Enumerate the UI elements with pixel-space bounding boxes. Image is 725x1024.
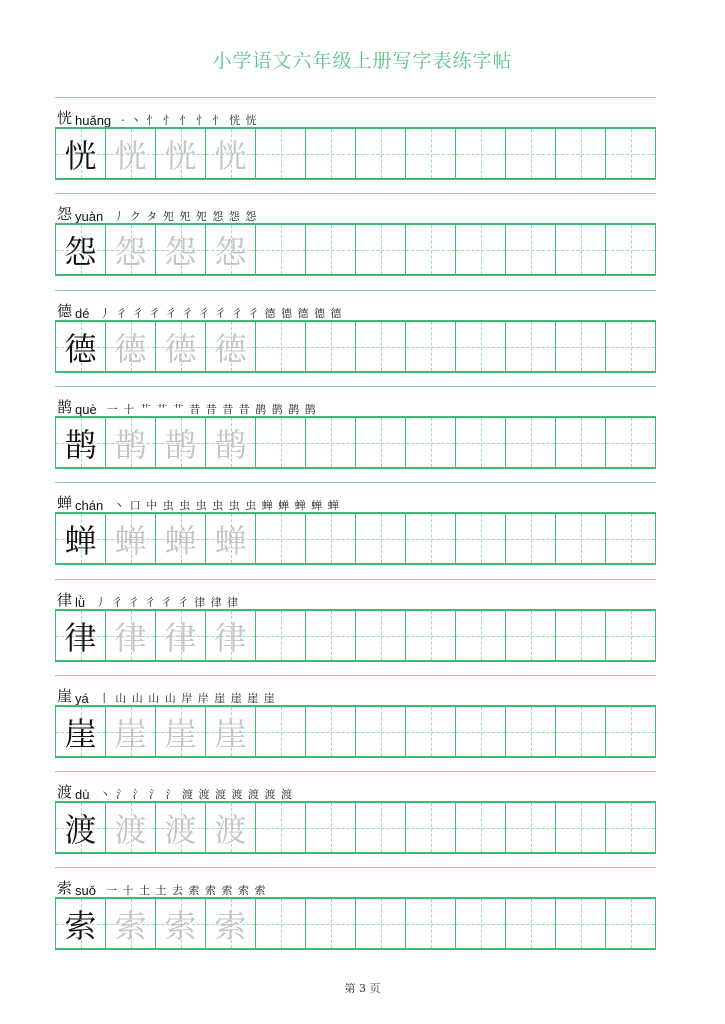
grid-cell [256, 129, 306, 178]
stroke-order: 一 十 土 土 去 索 索 索 索 索 [105, 884, 267, 897]
trace-character: 恍 [214, 136, 247, 175]
grid-cell [56, 129, 106, 178]
pinyin-label: què [75, 402, 97, 417]
character-info [57, 780, 293, 802]
row-divider [55, 193, 656, 194]
grid-cell [556, 611, 606, 660]
grid-cell [506, 322, 556, 371]
grid-cell [456, 899, 506, 948]
row-divider [55, 386, 656, 387]
grid-cell [306, 322, 356, 371]
grid-cell [156, 322, 206, 371]
grid-cell [206, 418, 256, 467]
trace-character: 蝉 [164, 521, 197, 560]
trace-character: 鹊 [114, 425, 147, 464]
pinyin-label: suǒ [75, 883, 96, 898]
stroke-order: 丿 彳 彳 彳 彳 彳 律 律 律 [95, 596, 240, 609]
trace-character: 索 [164, 906, 197, 945]
writing-grid [55, 512, 656, 565]
grid-cell [506, 225, 556, 274]
grid-cell [606, 514, 655, 563]
grid-cell [156, 899, 206, 948]
trace-character: 崖 [164, 714, 197, 753]
character-label: 蝉 [57, 494, 73, 512]
model-character: 索 [64, 906, 97, 945]
grid-cell [56, 707, 106, 756]
grid-cell [506, 611, 556, 660]
row-divider [55, 675, 656, 676]
grid-cell [356, 611, 406, 660]
grid-cell [106, 707, 156, 756]
stroke-order: 一 十 艹 艹 艹 昔 昔 昔 昔 鹊 鹊 鹊 鹊 [106, 403, 317, 416]
stroke-order: 丶 氵 氵 氵 氵 渡 渡 渡 渡 渡 渡 渡 [99, 788, 293, 801]
grid-cell [556, 514, 606, 563]
grid-cell [406, 611, 456, 660]
grid-cell [356, 129, 406, 178]
grid-cell [606, 899, 655, 948]
trace-character: 索 [114, 906, 147, 945]
stroke-order: 丿 彳 彳 彳 彳 彳 彳 彳 彳 彳 德 德 德 德 德 [99, 307, 343, 320]
grid-cell [406, 514, 456, 563]
writing-grid [55, 127, 656, 180]
character-info [57, 395, 317, 417]
grid-cell [106, 899, 156, 948]
grid-cell [106, 129, 156, 178]
grid-cell [356, 899, 406, 948]
trace-character: 渡 [114, 810, 147, 849]
stroke-order: 丿 ク タ 夗 夗 夗 怨 怨 怨 [113, 210, 258, 223]
character-label: 崖 [57, 687, 73, 705]
trace-character: 律 [214, 618, 247, 657]
character-label: 鹊 [57, 398, 73, 416]
grid-cell [206, 707, 256, 756]
trace-character: 渡 [164, 810, 197, 849]
grid-cell [306, 225, 356, 274]
trace-character: 怨 [214, 232, 247, 271]
model-character: 德 [64, 329, 97, 368]
writing-grid [55, 705, 656, 758]
model-character: 怨 [64, 232, 97, 271]
grid-cell [406, 803, 456, 852]
grid-cell [206, 129, 256, 178]
row-divider [55, 771, 656, 772]
grid-cell [256, 611, 306, 660]
grid-cell [256, 707, 306, 756]
trace-character: 鹊 [164, 425, 197, 464]
grid-cell [456, 322, 506, 371]
grid-cell [206, 514, 256, 563]
grid-cell [156, 707, 206, 756]
trace-character: 律 [164, 618, 197, 657]
character-info [57, 876, 266, 898]
grid-cell [306, 899, 356, 948]
grid-cell [106, 322, 156, 371]
grid-cell [506, 514, 556, 563]
trace-character: 德 [114, 329, 147, 368]
grid-cell [506, 707, 556, 756]
writing-grid [55, 801, 656, 854]
trace-character: 鹊 [214, 425, 247, 464]
stroke-order: · 丶 忄 忄 忄 忄 忄 恍 恍 [121, 114, 258, 127]
model-character: 崖 [64, 714, 97, 753]
grid-cell [256, 322, 306, 371]
character-label: 德 [57, 302, 73, 320]
grid-cell [406, 322, 456, 371]
trace-character: 律 [114, 618, 147, 657]
grid-cell [606, 225, 655, 274]
grid-cell [606, 803, 655, 852]
grid-cell [606, 418, 655, 467]
pinyin-label: lǜ [75, 595, 86, 610]
grid-cell [556, 899, 606, 948]
grid-cell [206, 225, 256, 274]
grid-cell [156, 514, 206, 563]
grid-cell [306, 611, 356, 660]
grid-cell [556, 322, 606, 371]
grid-cell [406, 418, 456, 467]
character-label: 索 [57, 879, 73, 897]
stroke-order: 丨 山 山 山 山 岸 岸 崖 崖 崖 崖 [98, 692, 276, 705]
character-label: 恍 [57, 109, 73, 127]
grid-cell [56, 418, 106, 467]
character-info [57, 299, 342, 321]
grid-cell [256, 803, 306, 852]
row-divider [55, 867, 656, 868]
model-character: 恍 [64, 136, 97, 175]
grid-cell [256, 418, 306, 467]
grid-cell [206, 322, 256, 371]
grid-cell [206, 899, 256, 948]
grid-cell [256, 899, 306, 948]
grid-cell [306, 418, 356, 467]
character-label: 律 [57, 591, 73, 609]
row-divider [55, 97, 656, 98]
grid-cell [356, 707, 406, 756]
grid-cell [456, 707, 506, 756]
grid-cell [356, 225, 406, 274]
writing-grid [55, 223, 656, 276]
grid-cell [456, 514, 506, 563]
grid-cell [306, 707, 356, 756]
grid-cell [356, 418, 406, 467]
grid-cell [206, 611, 256, 660]
pinyin-label: chán [75, 498, 104, 513]
grid-cell [406, 899, 456, 948]
grid-cell [506, 899, 556, 948]
grid-cell [356, 514, 406, 563]
grid-cell [56, 899, 106, 948]
character-info [57, 684, 276, 706]
grid-cell [406, 707, 456, 756]
grid-cell [556, 803, 606, 852]
grid-cell [106, 514, 156, 563]
grid-cell [456, 129, 506, 178]
row-divider [55, 482, 656, 483]
pinyin-label: yuàn [75, 209, 104, 224]
model-character: 蝉 [64, 521, 97, 560]
grid-cell [456, 418, 506, 467]
character-info [57, 588, 239, 610]
pinyin-label: dù [75, 787, 90, 802]
grid-cell [606, 322, 655, 371]
character-label: 渡 [57, 783, 73, 801]
pinyin-label: yá [75, 691, 89, 706]
pinyin-label: dé [75, 306, 90, 321]
trace-character: 怨 [164, 232, 197, 271]
grid-cell [156, 418, 206, 467]
trace-character: 德 [164, 329, 197, 368]
writing-grid [55, 416, 656, 469]
grid-cell [556, 418, 606, 467]
grid-cell [206, 803, 256, 852]
writing-grid [55, 609, 656, 662]
character-info [57, 491, 340, 513]
page-title: 小学语文六年级上册写字表练字帖 [212, 50, 513, 72]
grid-cell [506, 418, 556, 467]
model-character: 律 [64, 618, 97, 657]
trace-character: 渡 [214, 810, 247, 849]
grid-cell [106, 225, 156, 274]
grid-cell [106, 611, 156, 660]
grid-cell [306, 514, 356, 563]
character-info [57, 202, 257, 224]
grid-cell [56, 225, 106, 274]
grid-cell [606, 707, 655, 756]
grid-cell [456, 803, 506, 852]
grid-cell [406, 225, 456, 274]
trace-character: 蝉 [114, 521, 147, 560]
row-divider [55, 579, 656, 580]
grid-cell [306, 803, 356, 852]
trace-character: 索 [214, 906, 247, 945]
page-number: 第 3 页 [344, 982, 381, 995]
pinyin-label: huǎng [75, 113, 112, 128]
grid-cell [106, 803, 156, 852]
row-divider [55, 290, 656, 291]
grid-cell [556, 707, 606, 756]
character-label: 怨 [57, 205, 73, 223]
trace-character: 崖 [114, 714, 147, 753]
grid-cell [506, 803, 556, 852]
grid-cell [306, 129, 356, 178]
character-info [57, 106, 258, 128]
grid-cell [606, 611, 655, 660]
grid-cell [106, 418, 156, 467]
grid-cell [406, 129, 456, 178]
grid-cell [256, 514, 306, 563]
grid-cell [556, 225, 606, 274]
trace-character: 崖 [214, 714, 247, 753]
grid-cell [156, 129, 206, 178]
trace-character: 恍 [164, 136, 197, 175]
grid-cell [156, 611, 206, 660]
model-character: 渡 [64, 810, 97, 849]
grid-cell [56, 611, 106, 660]
stroke-order: 丶 口 中 虫 虫 虫 虫 虫 虫 蝉 蝉 蝉 蝉 蝉 [113, 499, 340, 512]
grid-cell [606, 129, 655, 178]
trace-character: 恍 [114, 136, 147, 175]
grid-cell [156, 225, 206, 274]
grid-cell [556, 129, 606, 178]
writing-grid [55, 897, 656, 950]
grid-cell [356, 322, 406, 371]
grid-cell [56, 803, 106, 852]
grid-cell [456, 225, 506, 274]
grid-cell [156, 803, 206, 852]
grid-cell [56, 322, 106, 371]
grid-cell [56, 514, 106, 563]
trace-character: 蝉 [214, 521, 247, 560]
trace-character: 怨 [114, 232, 147, 271]
grid-cell [456, 611, 506, 660]
model-character: 鹊 [64, 425, 97, 464]
grid-cell [506, 129, 556, 178]
grid-cell [256, 225, 306, 274]
writing-grid [55, 320, 656, 373]
trace-character: 德 [214, 329, 247, 368]
grid-cell [356, 803, 406, 852]
